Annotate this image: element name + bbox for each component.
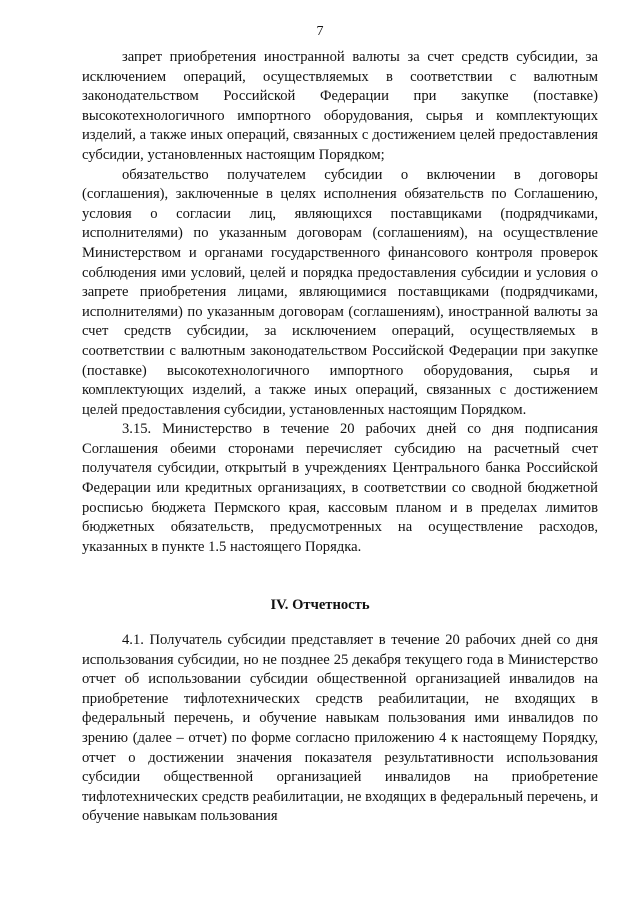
paragraph-currency-ban: запрет приобретения иностранной валюты за счет средств субсидии, за исключением операций, осуществляемых в соответствии с валютным законодательством Российской Федерации при закупке (поставке) высокотехнологичного импортного оборудования, сырья и комплектующих изделий, а также иных операций, связанных с достижением целей предоставления субсидии, установленных настоящим Порядком; (82, 49, 598, 163)
paragraph-4-1: 4.1. Получатель субсидии представляет в течение 20 рабочих дней со дня использования субсидии, но не позднее 25 декабря текущего года в Министерство отчет об использовании субсидии общественной организацией инвалидов на приобретение тифлотехнических средств реабилитации, не входящих в федеральный перечень, и обучение навыкам пользования ими инвалидов по зрению (далее – отчет) по форме согласно приложению 4 к настоящему Порядку, отчет о достижении значения показателя результативности использования субсидии общественной организацией инвалидов на приобретение тифлотехнических средств реабилитации, не входящих в федеральный перечень, и обучение навыкам пользования (82, 632, 598, 825)
paragraph-contract-obligation: обязательство получателем субсидии о включении в договоры (соглашения), заключенные в целях исполнения обязательств по Соглашению, условия о согласии лиц, являющихся поставщиками (подрядчиками, исполнителями) по указанным договорам (соглашениям), на осуществление Министерством и органами государственного финансового контроля проверок соблюдения ими условий, целей и порядка предоставления субсидии и условия о запрете приобретения лицами, являющимися поставщиками (подрядчиками, исполнителями) по указанным договорам (соглашениям), иностранной валюты за счет средств субсидии, за исключением операций, осуществляемых в соответствии с валютным законодательством Российской Федерации при закупке (поставке) высокотехнологичного импортного оборудования, сырья и комплектующих изделий, а также иных операций, связанных с достижением целей предоставления субсидии, установленных настоящим Порядком. (82, 166, 598, 418)
page-number: 7 (316, 24, 324, 39)
paragraph-3-15: 3.15. Министерство в течение 20 рабочих дней со дня подписания Соглашения обеими сторонами перечисляет субсидию на расчетный счет получателя субсидии, открытый в учреждениях Центрального банка Российской Федерации или кредитных организациях, в соответствии со сводной бюджетной росписью бюджета Пермского края, кассовым планом и в пределах лимитов бюджетных обязательств, предусмотренных на осуществление расходов, указанных в пункте 1.5 настоящего Порядка. (82, 421, 598, 555)
section-heading: IV. Отчетность (270, 597, 370, 613)
body-text-top (82, 48, 598, 557)
body-text-section (82, 631, 598, 827)
